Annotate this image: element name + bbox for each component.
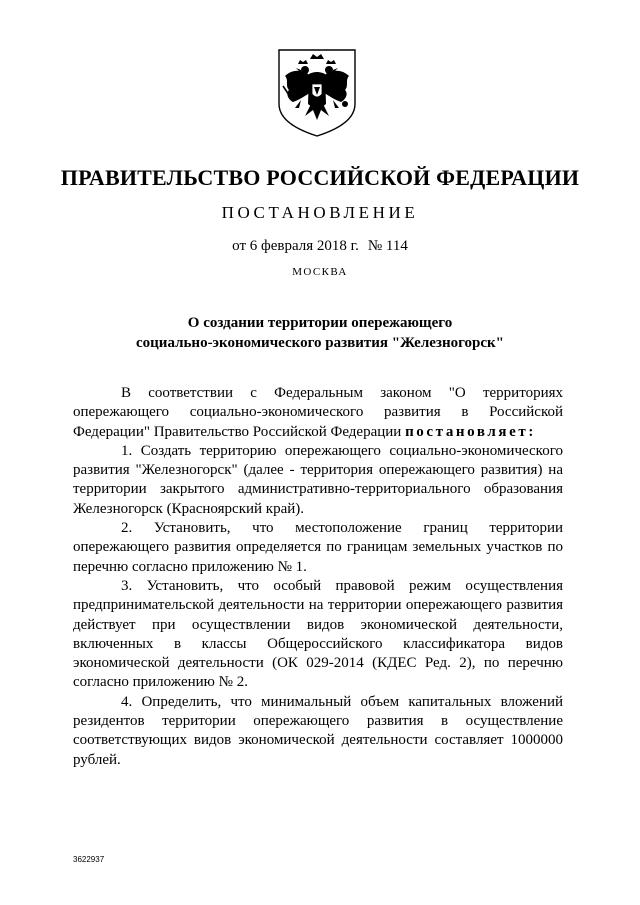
government-title: ПРАВИТЕЛЬСТВО РОССИЙСКОЙ ФЕДЕРАЦИИ	[60, 165, 580, 190]
document-type: ПОСТАНОВЛЕНИЕ	[221, 203, 419, 222]
document-code: 3622937	[73, 855, 105, 864]
document-body	[73, 384, 563, 770]
subject-line-1: О создании территории опережающего	[187, 315, 453, 331]
preamble-text: В соответствии с Федеральным законом "О территориях опережающего социально-экономического развития в Российской Федерации" Правительство Российской Федерации	[73, 385, 563, 440]
russian-coat-of-arms-icon	[271, 46, 363, 138]
document-subject	[0, 313, 640, 353]
subject-line-2: социально-экономического развития "Железногорск"	[136, 335, 504, 351]
document-number: № 114	[367, 238, 408, 254]
decree-word: постановляет:	[405, 423, 536, 440]
document-date-line	[0, 238, 640, 255]
document-date: от 6 февраля 2018 г.	[232, 238, 359, 254]
document-city: МОСКВА	[292, 266, 348, 278]
paragraph-1: 1. Создать территорию опережающего социально-экономического развития "Железногорск" (далее - территория опережающего развития) на территории закрытого административно-территориального образования Железногорск (Красноярский край).	[73, 442, 563, 517]
paragraph-3: 3. Установить, что особый правовой режим осуществления предпринимательской деятельности на территории опережающего развития действует при осуществлении видов экономической деятельности, включенных в классы Общероссийского классификатора видов экономической деятельности (ОК 029-2014 (КДЕС Ред. 2), по перечню согласно приложению № 2.	[73, 577, 563, 691]
preamble-paragraph	[73, 384, 563, 442]
paragraph-4: 4. Определить, что минимальный объем капитальных вложений резидентов территории опережающего развития в осуществление соответствующих видов экономической деятельности составляет 1000000 рублей.	[73, 693, 563, 768]
paragraph-2: 2. Установить, что местоположение границ территории опережающего развития определяется по границам земельных участков по перечню согласно приложению № 1.	[73, 520, 563, 575]
